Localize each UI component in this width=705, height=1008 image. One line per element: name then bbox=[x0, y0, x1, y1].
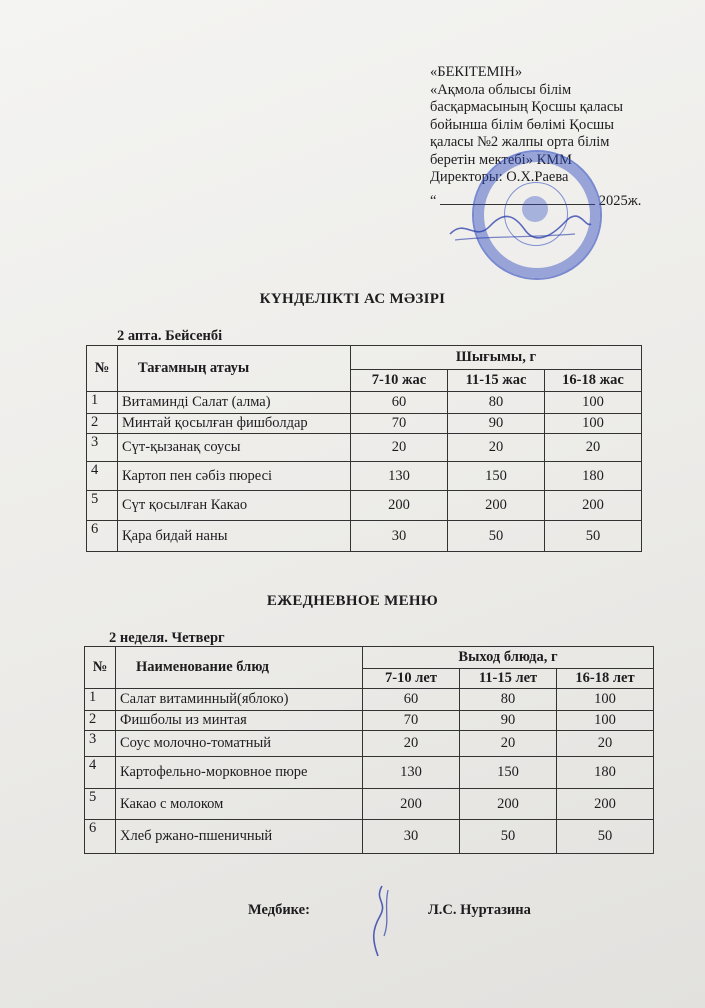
ru-menu-title: ЕЖЕДНЕВНОЕ МЕНЮ bbox=[266, 593, 439, 609]
nurse-signature bbox=[364, 880, 398, 960]
col-header-name: Наименование блюд bbox=[116, 647, 363, 689]
table-row: 2 Минтай қосылған фишболдар 70 90 100 bbox=[87, 414, 642, 434]
col-header-age: 11-15 жас bbox=[448, 370, 545, 392]
table-row: 3 Соус молочно-томатный 20 20 20 bbox=[85, 731, 654, 757]
dish-name: Минтай қосылған фишболдар bbox=[118, 414, 351, 434]
dish-name: Фишболы из минтая bbox=[116, 711, 363, 731]
kz-menu-title: КҮНДЕЛІКТІ АС МӘЗІРІ bbox=[259, 291, 446, 307]
dish-name: Соус молочно-томатный bbox=[116, 731, 363, 757]
table-row: 3 Сүт-қызанақ соусы 20 20 20 bbox=[87, 434, 642, 462]
nurse-name: Л.С. Нуртазина bbox=[428, 902, 531, 918]
nurse-label: Медбике: bbox=[248, 902, 310, 918]
col-header-age: 7-10 лет bbox=[363, 669, 460, 689]
table-row: 2 Фишболы из минтая 70 90 100 bbox=[85, 711, 654, 731]
dish-name: Сүт қосылған Какао bbox=[118, 491, 351, 521]
col-header-output: Шығымы, г bbox=[351, 346, 642, 370]
date-quote: “ bbox=[430, 192, 437, 209]
approval-line: бойынша білім бөлімі Қосшы bbox=[430, 116, 614, 133]
dish-name: Витаминді Салат (алма) bbox=[118, 392, 351, 414]
col-header-age: 16-18 лет bbox=[557, 669, 654, 689]
approval-line: қаласы №2 жалпы орта білім bbox=[430, 134, 610, 150]
dish-name: Какао с молоком bbox=[116, 789, 363, 820]
director-signature bbox=[445, 208, 595, 248]
table-row: 5 Какао с молоком 200 200 200 bbox=[85, 789, 654, 820]
table-row: 4 Картоп пен сәбіз пюресі 130 150 180 bbox=[87, 462, 642, 491]
approval-line: Директоры: О.Х.Раева bbox=[430, 169, 569, 185]
dish-name: Қара бидай наны bbox=[118, 521, 351, 552]
table-row: 1 Витаминді Салат (алма) 60 80 100 bbox=[87, 392, 642, 414]
col-header-num: № bbox=[85, 647, 116, 689]
approval-line: «БЕКІТЕМІН» bbox=[430, 64, 523, 80]
dish-name: Картоп пен сәбіз пюресі bbox=[118, 462, 351, 491]
col-header-output: Выход блюда, г bbox=[363, 647, 654, 669]
table-row: 4 Картофельно-морковное пюре 130 150 180 bbox=[85, 757, 654, 789]
ru-menu-subtitle: 2 неделя. Четверг bbox=[109, 630, 225, 646]
approval-line: беретін мектебі» КММ bbox=[430, 151, 573, 168]
col-header-num: № bbox=[87, 346, 118, 392]
approval-line: басқармасының Қосшы қаласы bbox=[430, 99, 624, 115]
dish-name: Сүт-қызанақ соусы bbox=[118, 434, 351, 462]
kz-menu-table bbox=[86, 345, 642, 552]
table-row: 1 Салат витаминный(яблоко) 60 80 100 bbox=[85, 689, 654, 711]
dish-name: Хлеб ржано-пшеничный bbox=[116, 820, 363, 854]
col-header-name: Тағамның атауы bbox=[118, 346, 351, 392]
approval-line: «Ақмола облысы білім bbox=[430, 81, 572, 98]
table-row: 6 Қара бидай наны 30 50 50 bbox=[87, 521, 642, 552]
dish-name: Салат витаминный(яблоко) bbox=[116, 689, 363, 711]
ru-menu-table bbox=[84, 646, 654, 854]
table-row: 6 Хлеб ржано-пшеничный 30 50 50 bbox=[85, 820, 654, 854]
date-year: 2025ж. bbox=[598, 192, 642, 209]
col-header-age: 7-10 жас bbox=[351, 370, 448, 392]
kz-menu-subtitle: 2 апта. Бейсенбі bbox=[117, 328, 223, 344]
col-header-age: 16-18 жас bbox=[545, 370, 642, 392]
dish-name: Картофельно-морковное пюре bbox=[116, 757, 363, 789]
col-header-age: 11-15 лет bbox=[460, 669, 557, 689]
table-row: 5 Сүт қосылған Какао 200 200 200 bbox=[87, 491, 642, 521]
